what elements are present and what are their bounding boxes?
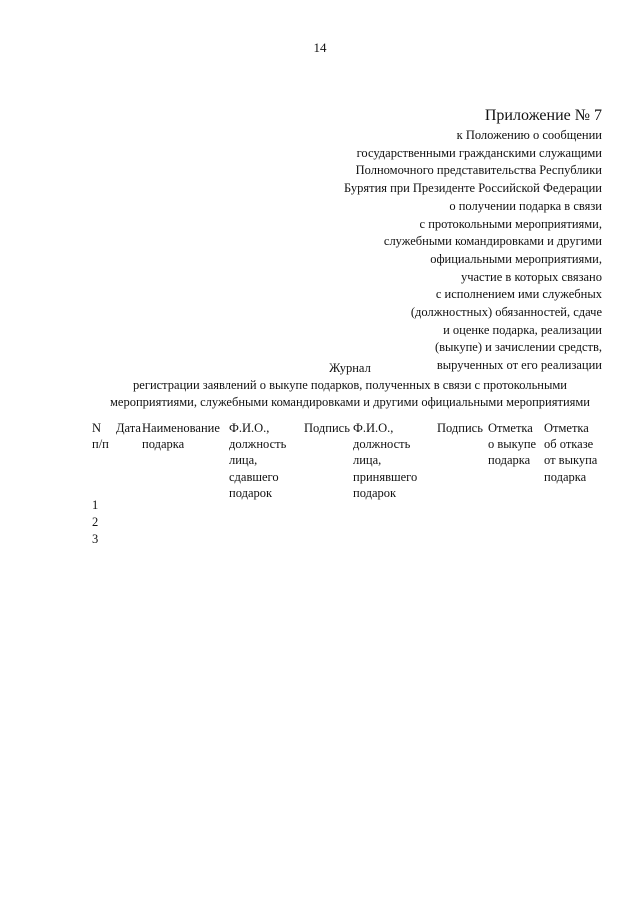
header-line: лица, xyxy=(353,453,382,468)
header-line: Отметка xyxy=(544,421,589,435)
header-line: Наименование xyxy=(142,421,220,435)
column-header-signature-giver xyxy=(304,420,350,436)
appendix-line: Бурятия при Президенте Российской Федерации xyxy=(344,181,602,196)
appendix-line: официальными мероприятиями, xyxy=(430,251,602,266)
column-header-gift-name xyxy=(142,420,220,452)
journal-subtitle-line: мероприятиями, служебными командировками и другими официальными мероприятиями xyxy=(110,395,590,409)
header-line: принявшего xyxy=(353,469,418,484)
header-line: подарка xyxy=(544,469,587,484)
appendix-line: с протокольными мероприятиями, xyxy=(419,216,602,231)
appendix-line: Полномочного представительства Республики xyxy=(355,163,602,178)
header-line: о выкупе xyxy=(488,437,537,452)
journal-subtitle-line: регистрации заявлений о выкупе подарков, полученных в связи с протокольными xyxy=(133,378,567,392)
appendix-line: служебными командировками и другими xyxy=(383,234,602,249)
header-line: подарок xyxy=(353,485,397,500)
header-line: от выкупа xyxy=(544,453,598,468)
log-table-header xyxy=(92,420,612,500)
header-line: Отметка xyxy=(488,421,533,435)
appendix-line: участие в которых связано xyxy=(460,269,602,284)
header-line: подарка xyxy=(142,437,185,452)
header-line: сдавшего xyxy=(229,469,279,484)
column-header-receiver xyxy=(353,420,417,501)
header-line: Ф.И.О., xyxy=(353,421,394,435)
appendix-line: вырученных от его реализации xyxy=(436,358,602,373)
table-row-number: 3 xyxy=(92,532,99,546)
header-line: п/п xyxy=(92,437,109,452)
appendix-line: о получении подарка в связи xyxy=(449,198,602,213)
header-line: об отказе xyxy=(544,437,594,452)
column-header-giver xyxy=(229,420,286,501)
appendix-line: с исполнением ими служебных xyxy=(435,287,602,302)
appendix-line: к Положению о сообщении xyxy=(456,128,602,142)
column-header-number xyxy=(92,420,109,452)
table-row-number: 2 xyxy=(92,515,99,529)
appendix-line: государственными гражданскими служащими xyxy=(356,145,602,160)
appendix-block xyxy=(282,106,602,375)
appendix-line: (выкупе) и зачислении средств, xyxy=(434,340,602,355)
header-line: должность xyxy=(353,437,411,452)
column-header-date xyxy=(116,420,141,436)
header-line: Дата xyxy=(116,421,141,435)
header-line: Подпись xyxy=(437,421,483,435)
appendix-line: и оценке подарка, реализации xyxy=(443,322,602,337)
header-line: N xyxy=(92,421,102,435)
column-header-refusal-mark xyxy=(544,420,597,485)
column-header-signature-receiver xyxy=(437,420,483,436)
column-header-redemption-mark xyxy=(488,420,536,469)
header-line: подарок xyxy=(229,485,273,500)
header-line: Ф.И.О., xyxy=(229,421,270,435)
header-line: лица, xyxy=(229,453,258,468)
journal-title: Журнал xyxy=(329,361,371,375)
journal-header xyxy=(70,360,630,411)
appendix-line: (должностных) обязанностей, сдаче xyxy=(410,305,602,320)
header-line: подарка xyxy=(488,453,531,468)
page-number: 14 xyxy=(313,40,327,55)
header-line: должность xyxy=(229,437,287,452)
header-line: Подпись xyxy=(304,421,350,435)
table-row-number: 1 xyxy=(92,498,99,512)
appendix-title: Приложение № 7 xyxy=(484,107,602,124)
